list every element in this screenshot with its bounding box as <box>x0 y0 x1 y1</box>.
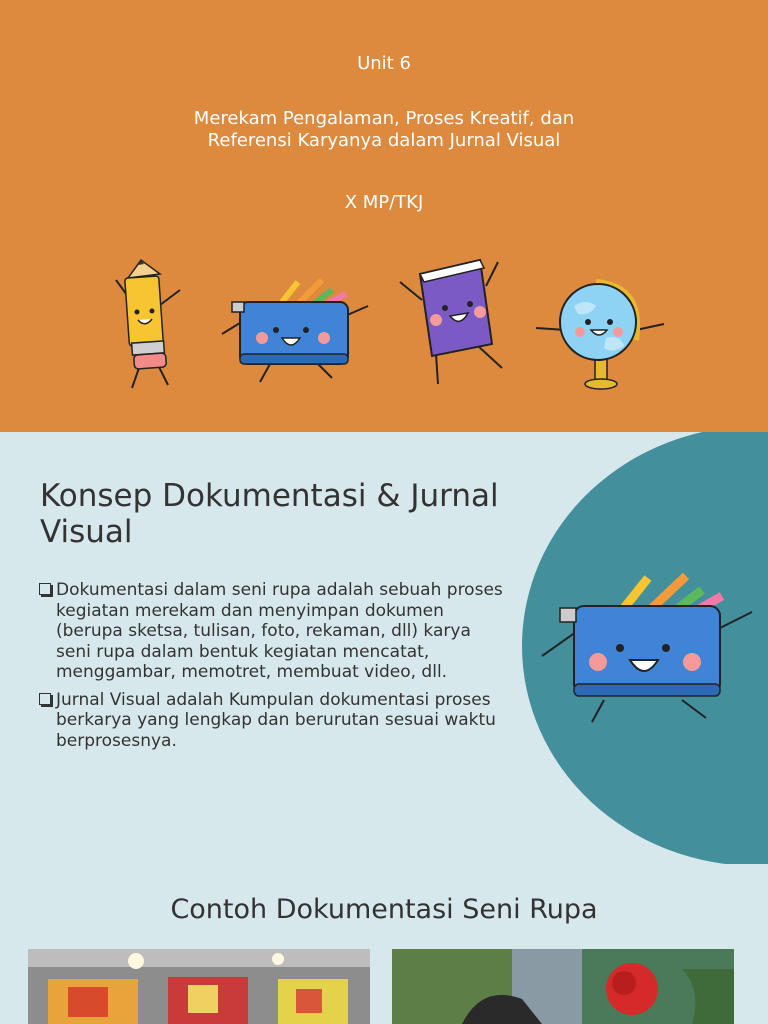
checkbox-bullet-icon <box>39 583 51 595</box>
class-label: X MP/TKJ <box>344 192 424 213</box>
title-slide <box>0 0 768 432</box>
slide-title-line-2: Referensi Karyanya dalam Jurnal Visual <box>207 130 561 151</box>
slide-title <box>0 108 768 152</box>
concept-slide <box>0 432 768 864</box>
globe-character-icon <box>536 282 664 389</box>
bullet-text: Jurnal Visual adalah Kumpulan dokumentasi proses berkarya yang lengkap dan berurutan sesuai waktu berprosesnya. <box>56 689 496 751</box>
pencil-case-character-icon <box>222 280 368 382</box>
examples-title: Contoh Dokumentasi Seni Rupa <box>170 894 598 925</box>
school-characters-illustration <box>0 250 768 400</box>
checkbox-bullet-icon <box>39 693 51 705</box>
concept-title-line-2: Visual <box>40 514 133 550</box>
concept-title-line-1: Konsep Dokumentasi & Jurnal <box>40 478 499 514</box>
bullet-item <box>38 580 508 683</box>
art-exhibition-photo <box>28 949 370 1024</box>
book-character-icon <box>400 260 502 384</box>
examples-slide <box>0 864 768 1024</box>
pencil-character-icon <box>116 260 180 388</box>
pencil-case-character-icon <box>536 572 760 732</box>
bullet-item <box>38 690 508 752</box>
dance-performance-photo <box>392 949 734 1024</box>
concept-title <box>40 478 540 550</box>
concept-bullet-list <box>38 580 508 758</box>
unit-label: Unit 6 <box>357 53 411 74</box>
slide-title-line-1: Merekam Pengalaman, Proses Kreatif, dan <box>193 108 575 129</box>
bullet-text: Dokumentasi dalam seni rupa adalah sebuah proses kegiatan merekam dan menyimpan dokumen (berupa sketsa, tulisan, foto, rekaman, dll) karya seni rupa dalam bentuk kegiatan mencatat, menggambar, memotret, membuat video, dll. <box>56 580 503 682</box>
